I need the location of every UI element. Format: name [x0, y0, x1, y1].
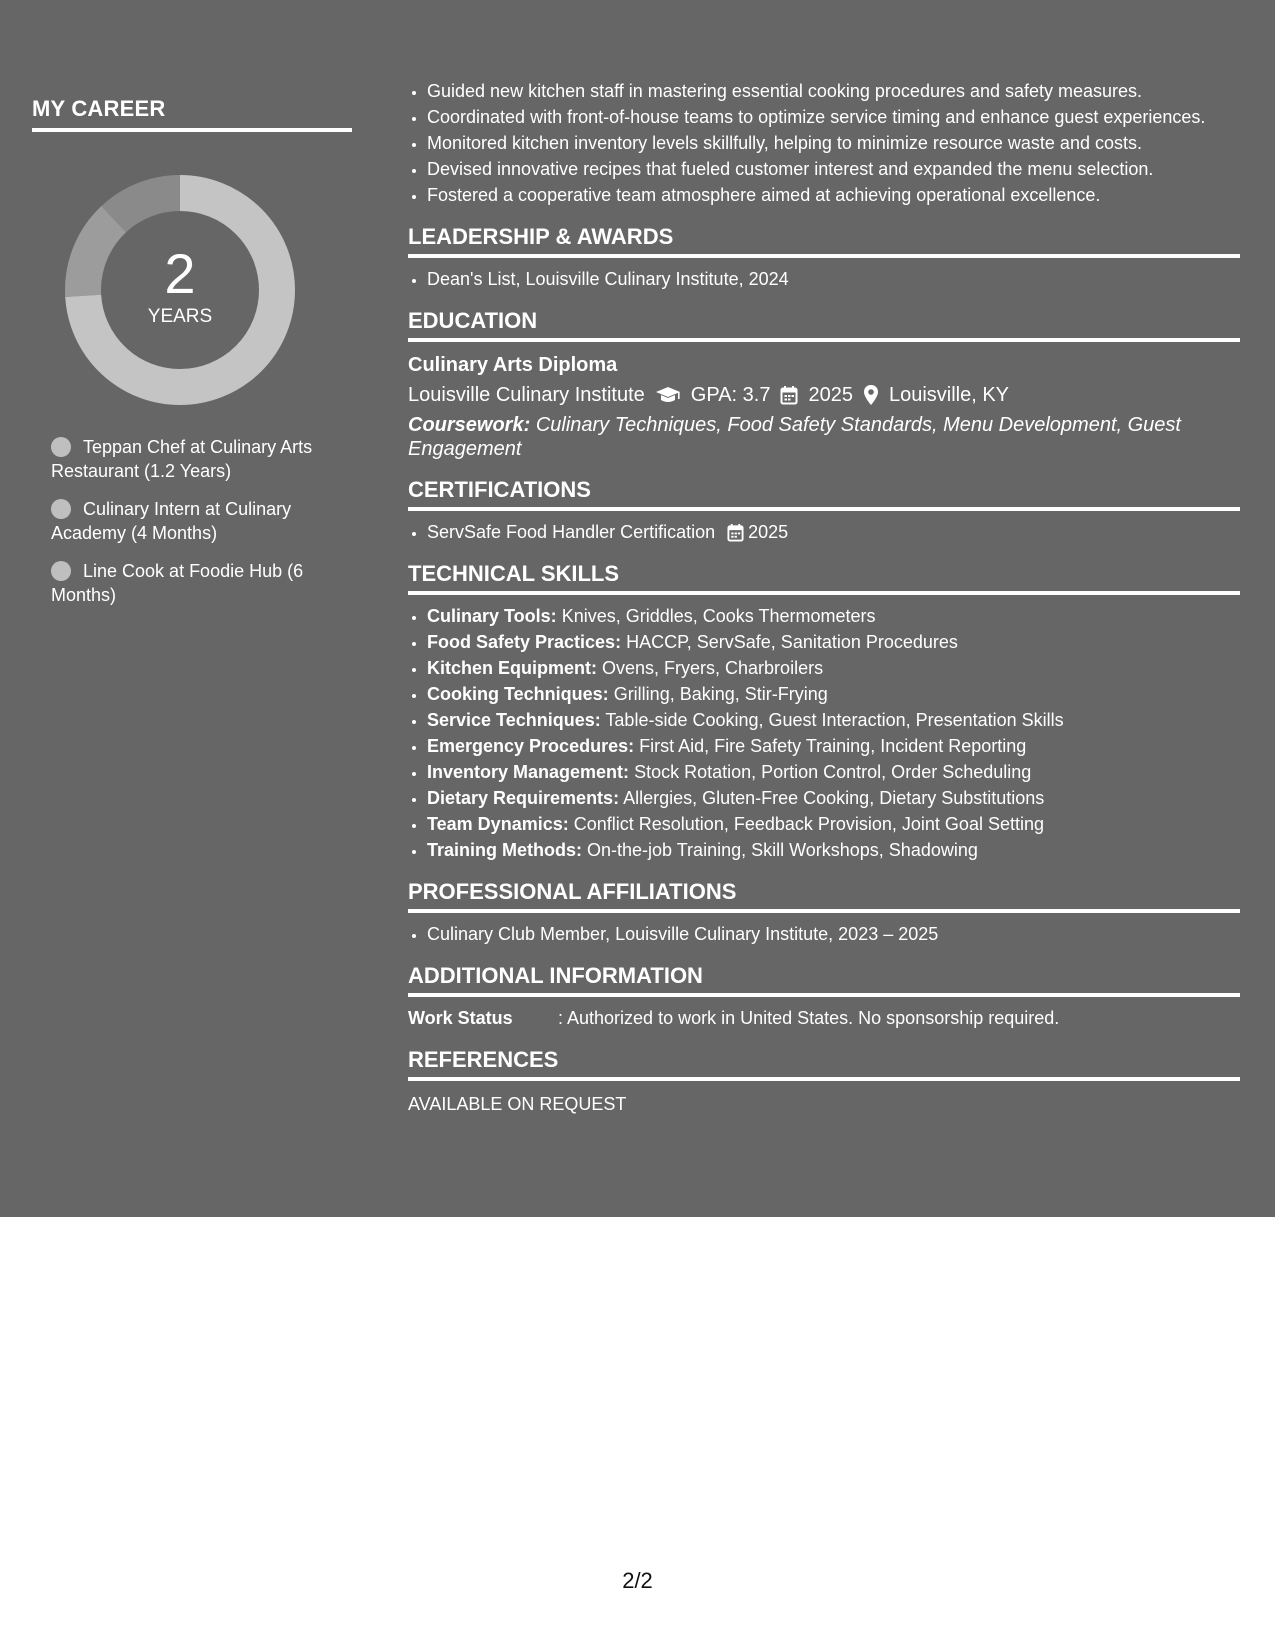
- career-item-text: Culinary Intern at Culinary Academy (4 Months): [51, 499, 292, 543]
- affiliation-item: • Culinary Club Member, Louisville Culinary Institute, 2023 – 2025: [427, 921, 1240, 947]
- education-coursework: [408, 413, 1240, 461]
- additional-info-heading: ADDITIONAL INFORMATION: [408, 963, 1240, 997]
- education-degree: Culinary Arts Diploma: [408, 354, 618, 376]
- skill-item: [427, 811, 1240, 837]
- skill-item: [427, 759, 1240, 785]
- leadership-item: • Dean's List, Louisville Culinary Institute, 2024: [427, 266, 1240, 292]
- certification-year: 2025: [748, 522, 789, 542]
- skill-label: Training Methods:: [427, 840, 582, 860]
- work-status-label: Work Status: [408, 1008, 513, 1028]
- certifications-heading: CERTIFICATIONS: [408, 477, 1240, 511]
- skill-item: [427, 629, 1240, 655]
- skill-item: [427, 603, 1240, 629]
- education-location: Louisville, KY: [888, 384, 1010, 406]
- career-donut-chart: [65, 175, 295, 405]
- career-title: MY CAREER: [32, 96, 352, 132]
- skills-list: [408, 603, 1240, 863]
- experience-bullet: • Guided new kitchen staff in mastering essential cooking procedures and safety measures.: [427, 78, 1240, 104]
- skill-item: [427, 655, 1240, 681]
- skill-item: [427, 785, 1240, 811]
- experience-bullet: • Devised innovative recipes that fueled customer interest and expanded the menu selection.: [427, 156, 1240, 182]
- career-dot-icon: [51, 561, 71, 581]
- skill-label: Team Dynamics:: [427, 814, 569, 834]
- coursework-text: Culinary Techniques, Food Safety Standards, Menu Development, Guest Engagement: [408, 414, 1181, 460]
- graduation-cap-icon: [655, 385, 681, 405]
- donut-center: [65, 175, 295, 405]
- career-item-text: Teppan Chef at Culinary Arts Restaurant (1.2 Years): [51, 437, 313, 481]
- skill-label: Dietary Requirements:: [427, 788, 620, 808]
- experience-bullet: • Coordinated with front-of-house teams to optimize service timing and enhance guest experiences.: [427, 104, 1240, 130]
- career-list: [32, 435, 351, 607]
- page-number: 2/2: [622, 1568, 653, 1593]
- skill-value: HACCP, ServSafe, Sanitation Procedures: [626, 632, 958, 652]
- skill-item: [427, 733, 1240, 759]
- certifications-list: [408, 519, 1240, 545]
- skill-label: Kitchen Equipment:: [427, 658, 597, 678]
- certification-name: • ServSafe Food Handler Certification: [427, 522, 716, 542]
- experience-bullet: • Monitored kitchen inventory levels skillfully, helping to minimize resource waste and costs.: [427, 130, 1240, 156]
- work-status-row: [408, 1005, 1240, 1031]
- skill-value: First Aid, Fire Safety Training, Incident Reporting: [639, 736, 1027, 756]
- career-item: [51, 497, 351, 545]
- skill-value: On-the-job Training, Skill Workshops, Shadowing: [587, 840, 978, 860]
- education-details: [408, 380, 1240, 410]
- leadership-heading: LEADERSHIP & AWARDS: [408, 224, 1240, 258]
- career-dot-icon: [51, 499, 71, 519]
- skill-value: Knives, Griddles, Cooks Thermometers: [561, 606, 876, 626]
- career-item-text: Line Cook at Foodie Hub (6 Months): [51, 561, 304, 605]
- skill-value: Ovens, Fryers, Charbroilers: [602, 658, 824, 678]
- education-heading: EDUCATION: [408, 308, 1240, 342]
- education-school: Louisville Culinary Institute: [408, 384, 645, 406]
- skill-label: Inventory Management:: [427, 762, 630, 782]
- experience-bullets: [408, 78, 1240, 208]
- skill-item: [427, 837, 1240, 863]
- affiliations-heading: PROFESSIONAL AFFILIATIONS: [408, 879, 1240, 913]
- experience-bullet: • Fostered a cooperative team atmosphere aimed at achieving operational excellence.: [427, 182, 1240, 208]
- affiliations-list: [408, 921, 1240, 947]
- calendar-icon: [727, 523, 744, 542]
- references-heading: REFERENCES: [408, 1047, 1240, 1081]
- skill-label: Cooking Techniques:: [427, 684, 609, 704]
- skill-value: Conflict Resolution, Feedback Provision, Joint Goal Setting: [573, 814, 1044, 834]
- total-years-value: 2: [164, 242, 196, 305]
- leadership-list: [408, 266, 1240, 292]
- skill-item: [427, 681, 1240, 707]
- career-item: [51, 559, 351, 607]
- coursework-label: Coursework:: [408, 414, 531, 436]
- work-status-value: : Authorized to work in United States. No sponsorship required.: [558, 1008, 1060, 1028]
- skill-item: [427, 707, 1240, 733]
- skill-value: Allergies, Gluten-Free Cooking, Dietary Substitutions: [623, 788, 1045, 808]
- skill-value: Table-side Cooking, Guest Interaction, Presentation Skills: [605, 710, 1064, 730]
- skill-value: Grilling, Baking, Stir-Frying: [613, 684, 828, 704]
- education-year: 2025: [808, 384, 853, 406]
- career-sidebar: [32, 96, 352, 621]
- certification-item: [427, 519, 1240, 545]
- skill-label: Food Safety Practices:: [427, 632, 622, 652]
- skill-value: Stock Rotation, Portion Control, Order Scheduling: [634, 762, 1032, 782]
- skills-heading: TECHNICAL SKILLS: [408, 561, 1240, 595]
- education-gpa: GPA: 3.7: [690, 384, 771, 406]
- career-item: [51, 435, 351, 483]
- skill-label: Service Techniques:: [427, 710, 601, 730]
- calendar-icon: [780, 385, 798, 405]
- resume-main: [408, 78, 1240, 1119]
- career-dot-icon: [51, 437, 71, 457]
- total-years-label: YEARS: [147, 306, 213, 327]
- references-text: AVAILABLE ON REQUEST: [408, 1094, 627, 1114]
- skill-label: Culinary Tools:: [427, 606, 557, 626]
- skill-label: Emergency Procedures:: [427, 736, 635, 756]
- location-pin-icon: [863, 384, 879, 406]
